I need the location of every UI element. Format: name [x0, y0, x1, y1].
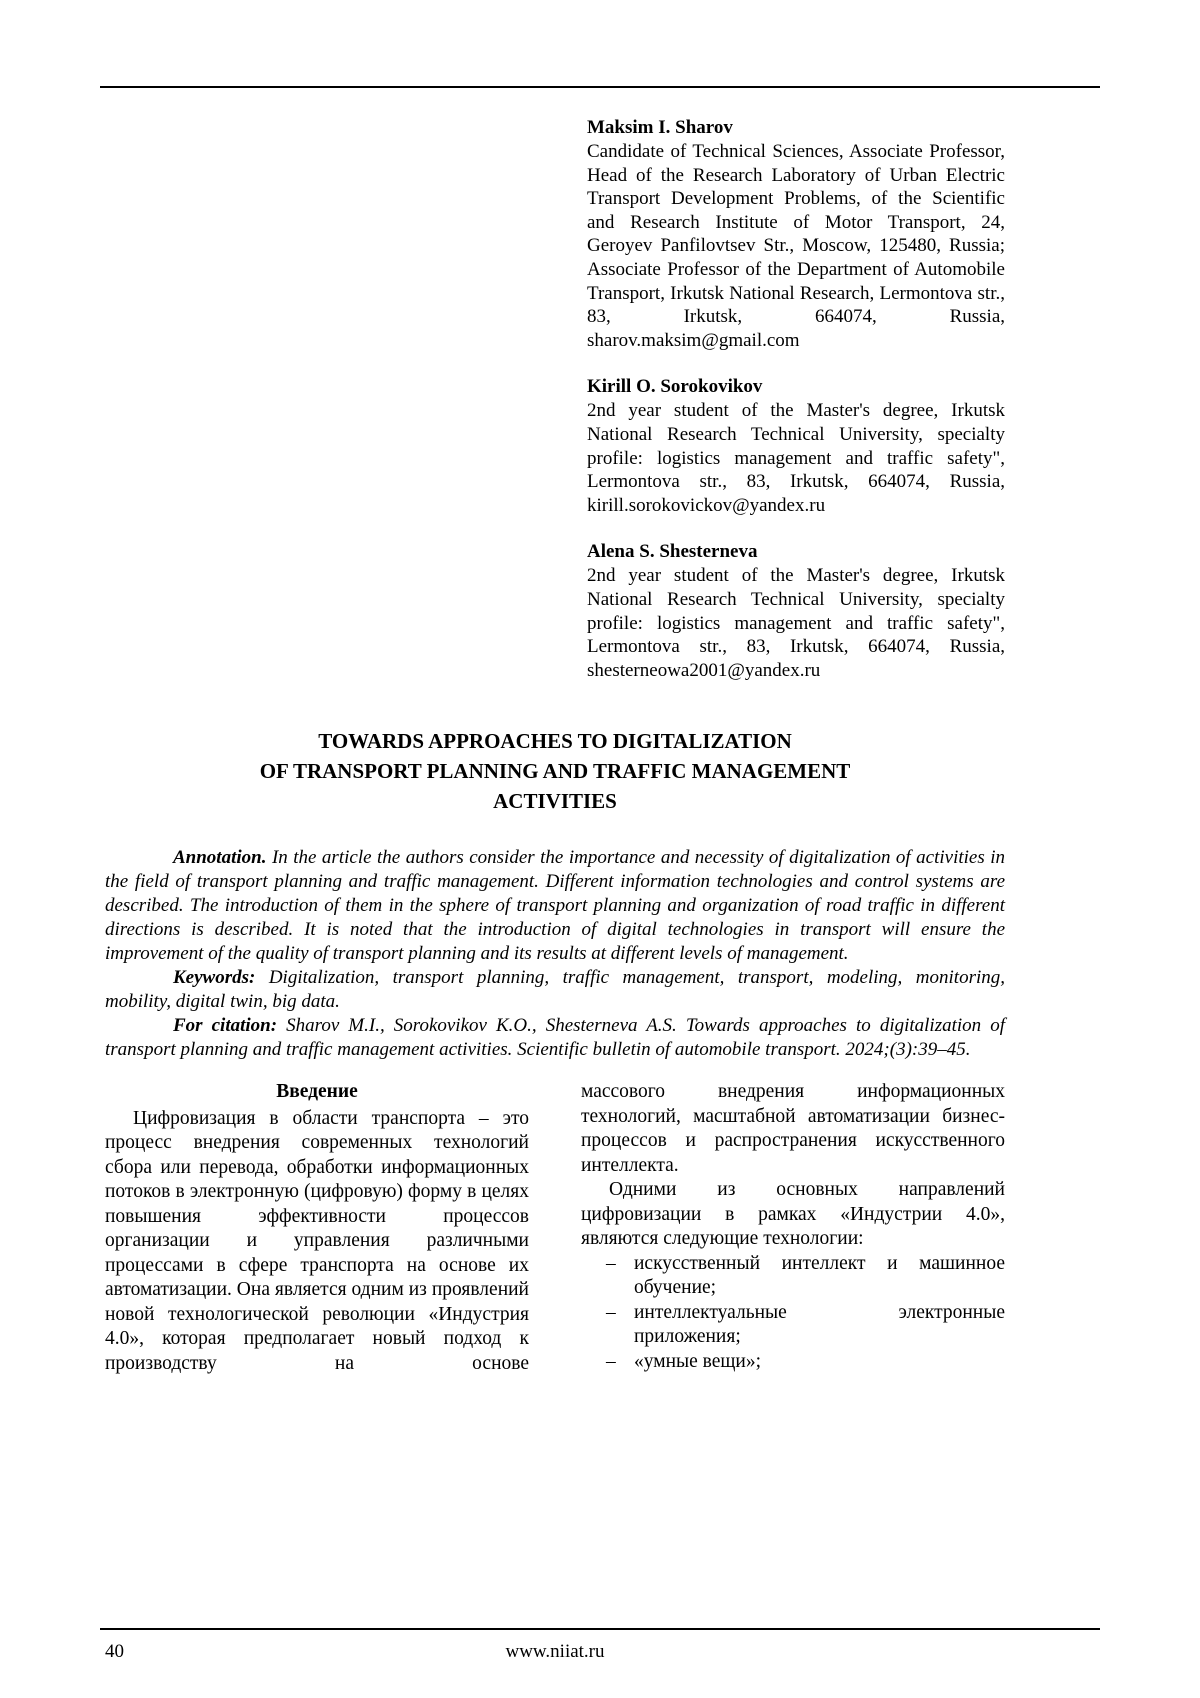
annotation-text: In the article the authors consider the importance and necessity of digitalization of activities in the field of transport planning and traffic management. Different information technologies and control systems are described. The introduction of them in the sphere of transport planning and organization of road traffic in different directions is described. It is noted that the introduction of digital technologies in transport will ensure the improvement of the quality of transport planning and its results at different levels of management. — [105, 847, 1006, 965]
citation-paragraph — [105, 1014, 1005, 1062]
list-dash: – — [606, 1350, 616, 1372]
author-name: Kirill O. Sorokovikov — [587, 376, 763, 398]
footer-rule — [100, 1628, 1100, 1630]
author-name: Maksim I. Sharov — [587, 117, 733, 138]
right-column — [581, 1080, 1005, 1376]
site-url: www.niiat.ru — [505, 1641, 605, 1662]
left-column — [105, 1080, 529, 1376]
keywords-text: Digitalization, transport planning, traffic management, transport, modeling, monitoring, mobility, digital twin, big data. — [105, 967, 1005, 1013]
section-heading-introduction: Введение — [276, 1081, 358, 1103]
author-entry — [587, 540, 1005, 682]
keywords-label: Keywords: — [173, 967, 256, 989]
annotation-paragraph — [105, 846, 1005, 966]
list-item — [581, 1350, 1005, 1375]
page-number: 40 — [105, 1641, 124, 1662]
title-line: OF TRANSPORT PLANNING AND TRAFFIC MANAGEMENT — [259, 759, 851, 784]
list-item-text: искусственный интеллект и машинное обучение; — [634, 1252, 1005, 1299]
author-entry — [587, 375, 1005, 517]
author-bio: Candidate of Technical Sciences, Associate Professor, Head of the Research Laboratory of Urban Electric Transport Development Problems, of the Scientific and Research Institute of Motor Transport, 24, Geroyev Panfilovtsev Str., Moscow, 125480, Russia; Associate Professor of the Department of Automobile Transport, Irkutsk National Research, Lermontova str., 83, Irkutsk, 664074, Russia, sharov.maksim@gmail.com — [587, 141, 1005, 351]
keywords-paragraph — [105, 966, 1005, 1014]
list-dash: – — [606, 1301, 616, 1323]
article-title — [105, 726, 1005, 816]
page-content — [105, 100, 1005, 1376]
top-rule — [100, 86, 1100, 88]
list-item-text: «умные вещи»; — [634, 1350, 762, 1372]
authors-block — [587, 116, 1005, 682]
list-item-text: интеллектуальные электронные приложения; — [634, 1301, 1005, 1348]
intro-paragraph-continuation: массового внедрения информационных технологий, масштабной автоматизации бизнес-процессов и распространения искусственного интеллекта. — [581, 1081, 1005, 1176]
citation-text: Sharov M.I., Sorokovikov K.O., Shesterneva A.S. Towards approaches to digitalization of transport planning and traffic management activities. Scientific bulletin of automobile transport. 2024;(3):39–45. — [105, 1015, 1005, 1061]
citation-label: For citation: — [173, 1015, 278, 1037]
title-line: TOWARDS APPROACHES TO DIGITALIZATION — [318, 729, 792, 754]
footer-row — [105, 1640, 1005, 1664]
footer — [0, 1628, 1200, 1664]
author-bio: 2nd year student of the Master's degree, Irkutsk National Research Technical University, specialty profile: logistics management and traffic safety", Lermontova str., 83, Irkutsk, 664074, Russia, shesterneowa2001@yandex.ru — [587, 565, 1005, 681]
author-entry — [587, 116, 1005, 352]
intro-columns — [105, 1080, 1005, 1376]
author-bio: 2nd year student of the Master's degree, Irkutsk National Research Technical University, specialty profile: logistics management and traffic safety", Lermontova str., 83, Irkutsk, 664074, Russia, kirill.sorokovickov@yandex.ru — [587, 400, 1005, 516]
intro-paragraph-left: Цифровизация в области транспорта – это процесс внедрения современных технологий сбора или перевода, обработки информационных потоков в электронную (цифровую) форму в целях повышения эффективности процессов организации и управления различными процессами в сфере транспорта на основе их автоматизации. Она является одним из проявлений новой технологической революции «Индустрия 4.0», которая предполагает новый подход к производству на основе — [105, 1107, 529, 1374]
annotation-label: Annotation. — [173, 847, 267, 869]
title-line: ACTIVITIES — [493, 789, 617, 814]
tech-list — [581, 1252, 1005, 1375]
list-dash: – — [606, 1252, 616, 1274]
list-item — [581, 1252, 1005, 1301]
author-name: Alena S. Shesterneva — [587, 541, 758, 563]
list-item — [581, 1301, 1005, 1350]
intro-paragraph-directions: Одними из основных направлений цифровизации в рамках «Индустрии 4.0», являются следующие технологии: — [581, 1179, 1005, 1250]
